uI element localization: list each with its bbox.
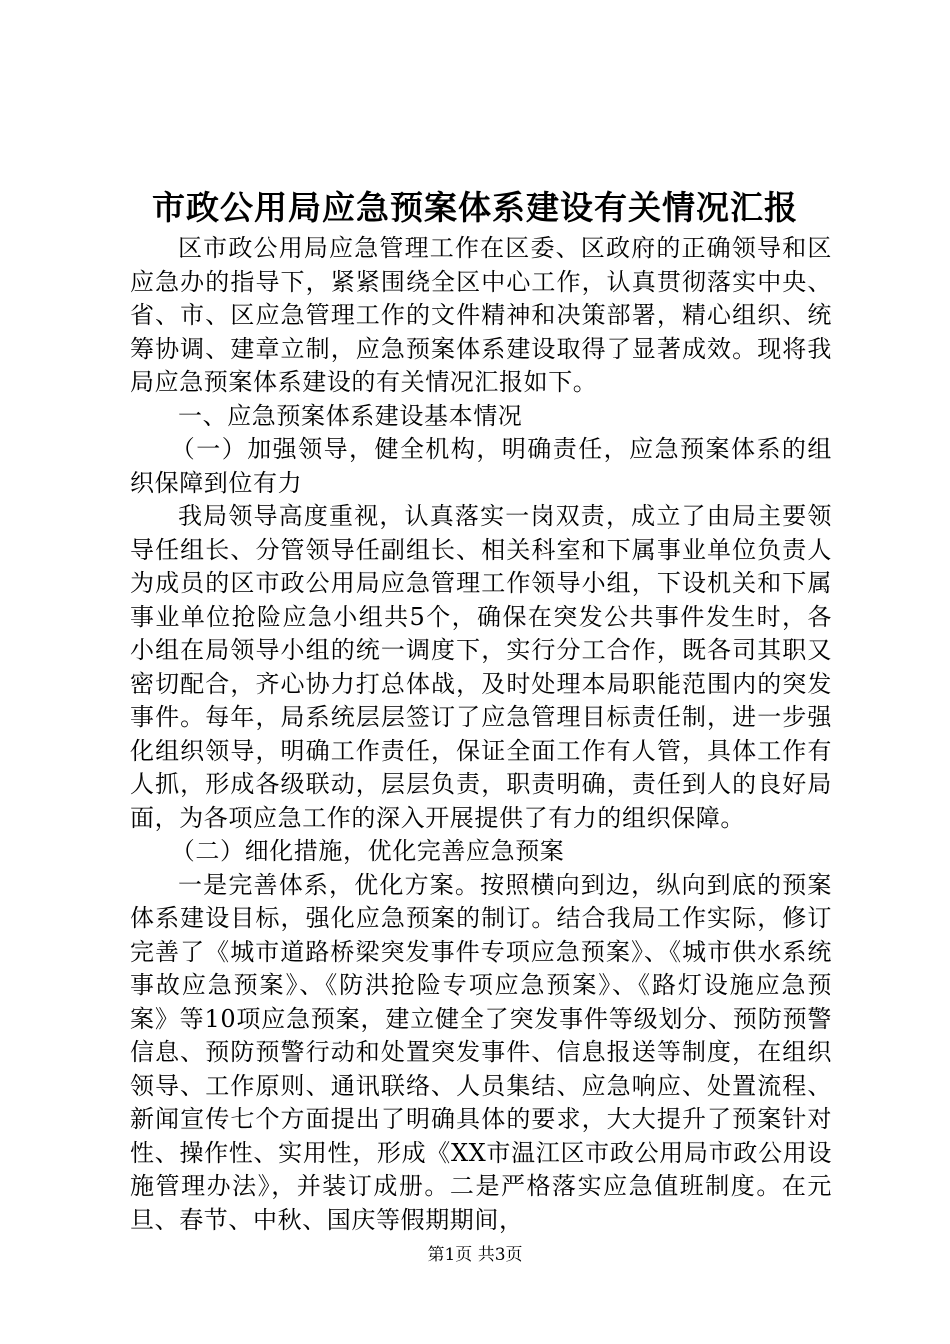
leadership-paragraph: 我局领导高度重视，认真落实一岗双责，成立了由局主要领导任组长、分管领导任副组长、相关科室和下属事业单位负责人为成员的区市政公用局应急管理工作领导小组，下设机关和下属事业单位抢险应急小组共5个，确保在突发公共事件发生时，各小组在局领导小组的统一调度下，实行分工合作，既各司其职又密切配合，齐心协力打总体战，及时处理本局职能范围内的突发事件。每年，局系统层层签订了应急管理目标责任制，进一步强化组织领导，明确工作责任，保证全面工作有人管，具体工作有人抓，形成各级联动，层层负责，职责明确，责任到人的良好局面，为各项应急工作的深入开展提供了有力的组织保障。: [130, 502, 832, 832]
page-footer: 第1页 共3页: [427, 1245, 523, 1265]
subsection-heading-1: （一）加强领导，健全机构，明确责任，应急预案体系的组织保障到位有力: [130, 435, 832, 497]
intro-paragraph: 区市政公用局应急管理工作在区委、区政府的正确领导和区应急办的指导下，紧紧围绕全区中心工作，认真贯彻落实中央、省、市、区应急管理工作的文件精神和决策部署，精心组织、统筹协调、建章立制，应急预案体系建设取得了显著成效。现将我局应急预案体系建设的有关情况汇报如下。: [130, 234, 832, 396]
document-body: [130, 232, 832, 1237]
subsection-heading-2: （二）细化措施，优化完善应急预案: [170, 837, 565, 865]
section-heading-1: 一、应急预案体系建设基本情况: [178, 401, 523, 430]
document-title: 市政公用局应急预案体系建设有关情况汇报: [152, 188, 798, 227]
measures-paragraph: 一是完善体系，优化方案。按照横向到边，纵向到底的预案体系建设目标，强化应急预案的制订。结合我局工作实际，修订完善了《城市道路桥梁突发事件专项应急预案》、《城市供水系统事故应急预案》、《防洪抢险专项应急预案》、《路灯设施应急预案》等10项应急预案，建立健全了突发事件等级划分、预防预警信息、预防预警行动和处置突发事件、信息报送等制度，在组织领导、工作原则、通讯联络、人员集结、应急响应、处置流程、新闻宣传七个方面提出了明确具体的要求，大大提升了预案针对性、操作性、实用性，形成《XX市温江区市政公用局市政公用设施管理办法》，并装订成册。二是严格落实应急值班制度。在元旦、春节、中秋、国庆等假期期间，: [130, 870, 832, 1234]
